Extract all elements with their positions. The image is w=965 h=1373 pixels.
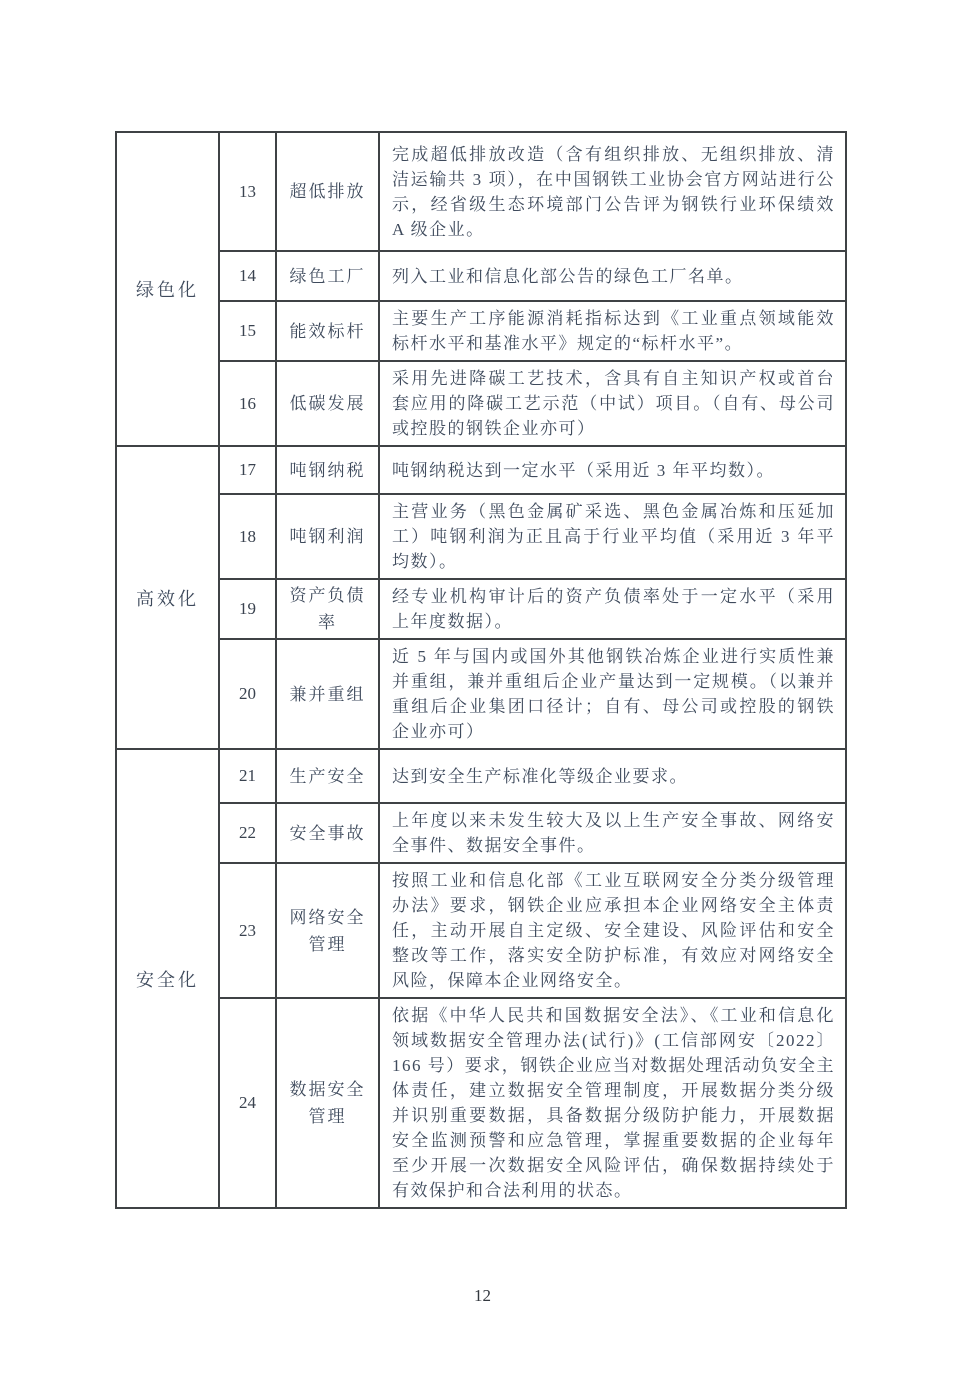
criteria-description-cell: 近 5 年与国内或国外其他钢铁冶炼企业进行实质性兼并重组，兼并重组后企业产量达到一定规模。（以兼并重组后企业集团口径计；自有、母公司或控股的钢铁企业亦可） (379, 639, 846, 749)
indicator-name-cell: 吨钢利润 (276, 494, 379, 579)
indicator-name-cell: 兼并重组 (276, 639, 379, 749)
indicator-name-cell: 网络安全管理 (276, 863, 379, 998)
criteria-description-cell: 依据《中华人民共和国数据安全法》、《工业和信息化领域数据安全管理办法(试行)》(工信部网安〔2022〕166 号）要求，钢铁企业应当对数据处理活动负安全主体责任，建立数据安全管理制度，开展数据分类分级并识别重要数据，具备数据分级防护能力，开展数据安全监测预警和应急管理，掌握重要数据的企业每年至少开展一次数据安全风险评估，确保数据持续处于有效保护和合法利用的状态。 (379, 998, 846, 1208)
criteria-description-cell: 主营业务（黑色金属矿采选、黑色金属冶炼和压延加工）吨钢利润为正且高于行业平均值（采用近 3 年平均数）。 (379, 494, 846, 579)
table-row (116, 749, 846, 803)
index-cell: 22 (219, 803, 276, 863)
indicator-name-cell: 绿色工厂 (276, 251, 379, 301)
index-cell: 17 (219, 446, 276, 494)
indicator-name-cell: 安全事故 (276, 803, 379, 863)
index-cell: 13 (219, 132, 276, 251)
table-row (116, 494, 846, 579)
index-cell: 14 (219, 251, 276, 301)
table-row (116, 132, 846, 251)
index-cell: 21 (219, 749, 276, 803)
criteria-description-cell: 采用先进降碳工艺技术，含具有自主知识产权或首台套应用的降碳工艺示范（中试）项目。（自有、母公司或控股的钢铁企业亦可） (379, 361, 846, 446)
page-number: 12 (474, 1286, 491, 1305)
criteria-description-cell: 上年度以来未发生较大及以上生产安全事故、网络安全事件、数据安全事件。 (379, 803, 846, 863)
table-row (116, 579, 846, 639)
indicator-name-cell: 生产安全 (276, 749, 379, 803)
index-cell: 19 (219, 579, 276, 639)
table-row (116, 361, 846, 446)
criteria-description-cell: 经专业机构审计后的资产负债率处于一定水平（采用上年度数据）。 (379, 579, 846, 639)
table-row (116, 639, 846, 749)
table-row (116, 251, 846, 301)
criteria-table (115, 131, 847, 1209)
table-row (116, 446, 846, 494)
indicator-name-cell: 低碳发展 (276, 361, 379, 446)
indicator-name-cell: 能效标杆 (276, 301, 379, 361)
category-cell: 绿色化 (116, 132, 219, 446)
table-row (116, 998, 846, 1208)
indicator-name-cell: 超低排放 (276, 132, 379, 251)
index-cell: 15 (219, 301, 276, 361)
criteria-description-cell: 完成超低排放改造（含有组织排放、无组织排放、清洁运输共 3 项），在中国钢铁工业协会官方网站进行公示，经省级生态环境部门公告评为钢铁行业环保绩效 A 级企业。 (379, 132, 846, 251)
criteria-description-cell: 按照工业和信息化部《工业互联网安全分类分级管理办法》要求，钢铁企业应承担本企业网络安全主体责任，主动开展自主定级、安全建设、风险评估和安全整改等工作，落实安全防护标准，有效应对网络安全风险，保障本企业网络安全。 (379, 863, 846, 998)
indicator-name-cell: 吨钢纳税 (276, 446, 379, 494)
indicator-name-cell: 资产负债率 (276, 579, 379, 639)
criteria-description-cell: 列入工业和信息化部公告的绿色工厂名单。 (379, 251, 846, 301)
table-row (116, 803, 846, 863)
index-cell: 24 (219, 998, 276, 1208)
index-cell: 23 (219, 863, 276, 998)
indicator-name-cell: 数据安全管理 (276, 998, 379, 1208)
index-cell: 20 (219, 639, 276, 749)
table-row (116, 863, 846, 998)
criteria-description-cell: 达到安全生产标准化等级企业要求。 (379, 749, 846, 803)
table-row (116, 301, 846, 361)
category-cell: 高效化 (116, 446, 219, 749)
criteria-description-cell: 主要生产工序能源消耗指标达到《工业重点领域能效标杆水平和基准水平》规定的“标杆水平”。 (379, 301, 846, 361)
index-cell: 16 (219, 361, 276, 446)
category-cell: 安全化 (116, 749, 219, 1208)
index-cell: 18 (219, 494, 276, 579)
criteria-description-cell: 吨钢纳税达到一定水平（采用近 3 年平均数）。 (379, 446, 846, 494)
